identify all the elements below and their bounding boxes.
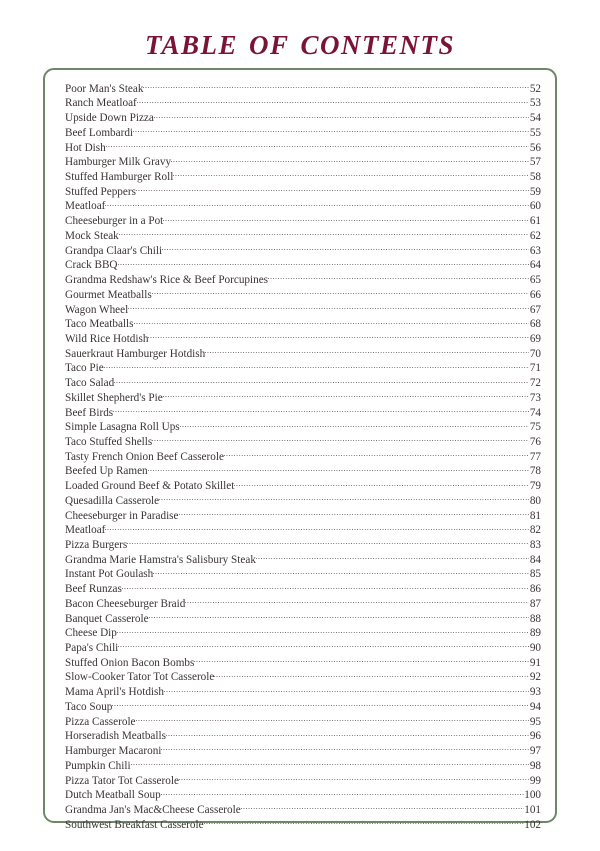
toc-entry-page-number: 61: [529, 215, 541, 228]
toc-entry-title: Papa's Chili: [65, 642, 119, 655]
toc-entry-page-number: 58: [529, 171, 541, 184]
toc-leader-dots: [105, 195, 529, 210]
toc-entry-page-number: 52: [529, 82, 541, 95]
toc-entry-page-number: 82: [529, 524, 541, 537]
toc-leader-dots: [113, 401, 529, 416]
toc-entry-page-number: 69: [529, 332, 541, 345]
toc-entry[interactable]: [65, 151, 541, 169]
toc-leader-dots: [119, 224, 530, 239]
toc-leader-dots: [256, 548, 529, 563]
toc-leader-dots: [136, 710, 530, 725]
toc-entry[interactable]: [65, 268, 541, 287]
toc-entry-page-number: 60: [529, 200, 541, 213]
toc-leader-dots: [161, 784, 524, 799]
toc-entry-title: Beef Lombardi: [65, 126, 134, 139]
toc-leader-dots: [152, 283, 530, 298]
toc-entry[interactable]: [65, 401, 541, 419]
toc-entry-page-number: 70: [529, 347, 541, 360]
toc-entry[interactable]: [65, 180, 541, 198]
toc-entry-page-number: 54: [529, 112, 541, 125]
toc-leader-dots: [179, 769, 529, 784]
toc-leader-dots: [173, 165, 529, 180]
toc-entry[interactable]: [65, 77, 541, 95]
toc-entry-title: Pumpkin Chili: [65, 759, 131, 772]
toc-leader-dots: [214, 666, 529, 681]
toc-entry-title: Hamburger Macaroni: [65, 745, 162, 758]
toc-entry-page-number: 56: [529, 141, 541, 154]
toc-leader-dots: [204, 813, 524, 828]
toc-entry-page-number: 101: [524, 803, 541, 816]
toc-entry-page-number: 66: [529, 288, 541, 301]
toc-entry-title: Skillet Shepherd's Pie: [65, 391, 163, 404]
toc-leader-dots: [149, 607, 530, 622]
toc-entry[interactable]: [65, 92, 541, 110]
toc-leader-dots: [159, 489, 529, 504]
toc-entry[interactable]: [65, 298, 541, 316]
toc-entry[interactable]: [65, 592, 541, 610]
toc-leader-dots: [205, 342, 529, 357]
toc-entry-title: Sauerkraut Hamburger Hotdish: [65, 347, 206, 360]
toc-leader-dots: [127, 533, 529, 548]
toc-entry[interactable]: [65, 533, 541, 551]
toc-entry[interactable]: [65, 710, 541, 728]
toc-entry-page-number: 68: [529, 318, 541, 331]
toc-entry[interactable]: [65, 224, 541, 242]
toc-entry-title: Slow-Cooker Tator Tot Casserole: [65, 671, 215, 684]
toc-entry-page-number: 94: [529, 700, 541, 713]
toc-entry-page-number: 79: [529, 480, 541, 493]
toc-entry-title: Crack BBQ: [65, 259, 118, 272]
toc-entry-page-number: 76: [529, 435, 541, 448]
toc-leader-dots: [241, 798, 524, 813]
toc-leader-dots: [105, 519, 529, 534]
toc-entry[interactable]: [65, 622, 541, 640]
toc-entry-title: Tasty French Onion Beef Casserole: [65, 450, 224, 463]
toc-entry-title: Mock Steak: [65, 229, 119, 242]
toc-entry-title: Southwest Breakfast Casserole: [65, 818, 204, 831]
toc-entry-page-number: 59: [529, 185, 541, 198]
toc-leader-dots: [180, 416, 530, 431]
toc-entry-page-number: 63: [529, 244, 541, 257]
toc-leader-dots: [194, 651, 529, 666]
toc-entry-page-number: 96: [529, 730, 541, 743]
toc-entry[interactable]: [65, 695, 541, 713]
toc-entry[interactable]: [65, 416, 541, 434]
toc-entry-title: Cheese Dip: [65, 627, 117, 640]
toc-entry-page-number: 92: [529, 671, 541, 684]
toc-leader-dots: [148, 327, 529, 342]
toc-entry-title: Stuffed Onion Bacon Bombs: [65, 656, 195, 669]
toc-leader-dots: [234, 474, 529, 489]
toc-leader-dots: [163, 386, 530, 401]
toc-entry-page-number: 64: [529, 259, 541, 272]
toc-entry[interactable]: [65, 371, 541, 390]
toc-entry[interactable]: [65, 651, 541, 669]
toc-entry-page-number: 74: [529, 406, 541, 419]
toc-leader-dots: [106, 136, 530, 151]
toc-entry-title: Dutch Meatball Soup: [65, 789, 161, 802]
toc-entry-title: Grandma Redshaw's Rice & Beef Porcupines: [65, 274, 269, 287]
toc-entry-title: Taco Salad: [65, 377, 115, 390]
page-title: table of contents: [144, 21, 456, 63]
toc-leader-dots: [134, 313, 530, 328]
toc-entry-page-number: 65: [529, 274, 541, 287]
toc-entry-page-number: 57: [529, 156, 541, 169]
toc-entry[interactable]: [65, 254, 541, 272]
toc-frame: [43, 68, 557, 831]
toc-entry-page-number: 85: [529, 568, 541, 581]
toc-entry-title: Simple Lasagna Roll Ups: [65, 421, 180, 434]
toc-entry-title: Cheeseburger in Paradise: [65, 509, 179, 522]
toc-entry-page-number: 90: [529, 642, 541, 655]
toc-entry-page-number: 55: [529, 126, 541, 139]
toc-leader-dots: [224, 445, 529, 460]
toc-entry-page-number: 97: [529, 745, 541, 758]
toc-entry[interactable]: [65, 121, 541, 139]
toc-entry-page-number: 88: [529, 612, 541, 625]
toc-entry-title: Grandpa Claar's Chili: [65, 244, 163, 257]
toc-entry[interactable]: [65, 239, 541, 257]
toc-entry-title: Taco Meatballs: [65, 318, 134, 331]
toc-leader-dots: [163, 209, 529, 224]
toc-entry-title: Pizza Tator Tot Casserole: [65, 774, 179, 787]
toc-entry[interactable]: [65, 357, 541, 375]
toc-leader-dots: [166, 725, 529, 740]
toc-entry-page-number: 72: [529, 377, 541, 390]
toc-leader-dots: [185, 592, 529, 607]
toc-entry-title: Beef Runzas: [65, 583, 122, 596]
toc-entry[interactable]: [65, 327, 541, 345]
toc-entry-title: Taco Stuffed Shells: [65, 435, 153, 448]
toc-leader-dots: [153, 563, 529, 578]
toc-leader-dots: [179, 504, 530, 519]
toc-entry[interactable]: [65, 313, 541, 331]
toc-leader-dots: [114, 371, 529, 386]
toc-leader-dots: [117, 622, 529, 637]
toc-entry-title: Meatloaf: [65, 524, 106, 537]
toc-entry-page-number: 62: [529, 229, 541, 242]
toc-entry-page-number: 81: [529, 509, 541, 522]
toc-entry-title: Hot Dish: [65, 141, 106, 154]
toc-entry-title: Taco Pie: [65, 362, 104, 375]
toc-entry-page-number: 84: [529, 553, 541, 566]
toc-entry[interactable]: [65, 519, 541, 537]
toc-leader-dots: [104, 357, 530, 372]
toc-leader-dots: [133, 121, 529, 136]
toc-entry-title: Quesadilla Casserole: [65, 494, 160, 507]
toc-entry[interactable]: [65, 548, 541, 566]
toc-entry-title: Horseradish Meatballs: [65, 730, 166, 743]
toc-leader-dots: [164, 680, 529, 695]
toc-entry-title: Beefed Up Ramen: [65, 465, 148, 478]
toc-entry-page-number: 53: [529, 97, 541, 110]
toc-entry-page-number: 91: [529, 656, 541, 669]
toc-entry-page-number: 87: [529, 597, 541, 610]
toc-entry-page-number: 78: [529, 465, 541, 478]
toc-leader-dots: [143, 77, 529, 92]
toc-entry-title: Grandma Jan's Mac&Cheese Casserole: [65, 803, 241, 816]
toc-leader-dots: [112, 695, 529, 710]
toc-entry-title: Wild Rice Hotdish: [65, 332, 149, 345]
toc-entry[interactable]: [65, 136, 541, 154]
toc-entry-title: Upside Down Pizza: [65, 112, 154, 125]
toc-entry-title: Loaded Ground Beef & Potato Skillet: [65, 480, 235, 493]
toc-entry-title: Hamburger Milk Gravy: [65, 156, 172, 169]
toc-entry[interactable]: [65, 195, 541, 213]
toc-entry-title: Cheeseburger in a Pot: [65, 215, 164, 228]
toc-leader-dots: [137, 92, 530, 107]
toc-entry[interactable]: [65, 636, 541, 655]
toc-entry-title: Taco Soup: [65, 700, 113, 713]
toc-entry-title: Bacon Cheeseburger Braid: [65, 597, 186, 610]
toc-entry-title: Pizza Casserole: [65, 715, 136, 728]
toc-entry[interactable]: [65, 725, 541, 743]
toc-entry-title: Wagon Wheel: [65, 303, 129, 316]
toc-entry-page-number: 100: [524, 789, 541, 802]
toc-leader-dots: [118, 254, 530, 269]
toc-leader-dots: [171, 151, 529, 166]
toc-leader-dots: [161, 739, 529, 754]
toc-entry-page-number: 73: [529, 391, 541, 404]
toc-list: [65, 77, 541, 831]
toc-entry-page-number: 93: [529, 686, 541, 699]
toc-leader-dots: [268, 268, 529, 283]
toc-entry[interactable]: [65, 386, 541, 404]
toc-entry-page-number: 99: [529, 774, 541, 787]
toc-leader-dots: [136, 180, 529, 195]
toc-entry-page-number: 77: [529, 450, 541, 463]
toc-entry-title: Stuffed Hamburger Roll: [65, 171, 174, 184]
toc-entry-page-number: 75: [529, 421, 541, 434]
toc-entry-page-number: 89: [529, 627, 541, 640]
toc-entry[interactable]: [65, 209, 541, 228]
toc-leader-dots: [162, 239, 529, 254]
toc-entry[interactable]: [65, 754, 541, 772]
toc-leader-dots: [128, 298, 529, 313]
toc-entry-title: Poor Man's Steak: [65, 82, 144, 95]
toc-entry-title: Grandma Marie Hamstra's Salisbury Steak: [65, 553, 256, 566]
toc-entry-page-number: 80: [529, 494, 541, 507]
toc-leader-dots: [122, 577, 529, 592]
toc-leader-dots: [131, 754, 530, 769]
toc-entry-title: Stuffed Peppers: [65, 185, 136, 198]
toc-entry-title: Ranch Meatloaf: [65, 97, 137, 110]
toc-entry-title: Meatloaf: [65, 200, 106, 213]
toc-leader-dots: [154, 106, 529, 121]
toc-entry-page-number: 95: [529, 715, 541, 728]
toc-entry[interactable]: [65, 769, 541, 787]
toc-entry[interactable]: [65, 577, 541, 596]
toc-entry-title: Beef Birds: [65, 406, 114, 419]
toc-entry-page-number: 86: [529, 583, 541, 596]
toc-entry-title: Gourmet Meatballs: [65, 288, 152, 301]
toc-entry-page-number: 67: [529, 303, 541, 316]
toc-entry-page-number: 71: [529, 362, 541, 375]
toc-leader-dots: [118, 636, 529, 651]
toc-entry-page-number: 102: [524, 818, 541, 831]
toc-leader-dots: [148, 460, 530, 475]
toc-entry-title: Mama April's Hotdish: [65, 686, 164, 699]
toc-entry-title: Pizza Burgers: [65, 539, 128, 551]
toc-entry-page-number: 83: [529, 539, 541, 551]
toc-leader-dots: [152, 430, 529, 445]
toc-entry-title: Instant Pot Goulash: [65, 568, 154, 581]
toc-entry-title: Banquet Casserole: [65, 612, 149, 625]
toc-entry-page-number: 98: [529, 759, 541, 772]
